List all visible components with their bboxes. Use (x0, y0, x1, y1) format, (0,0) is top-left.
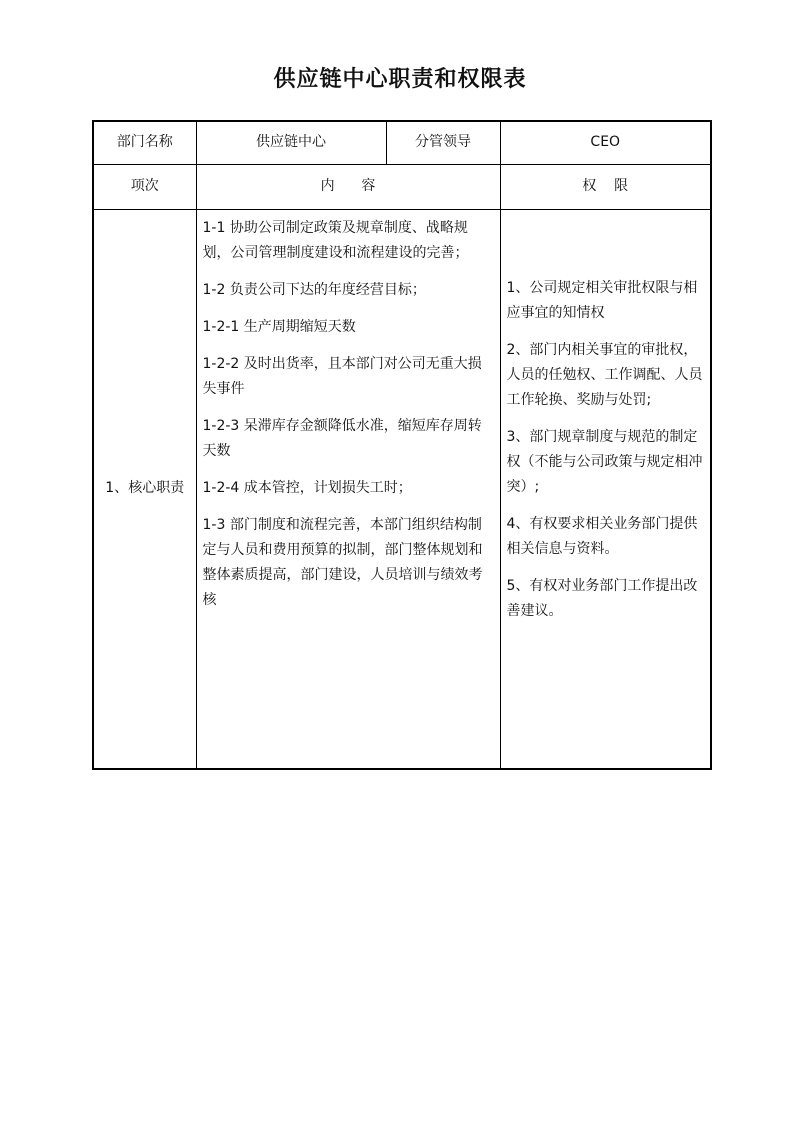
authority-header-cell: 权 限 (500, 164, 711, 209)
authority-line: 3、部门规章制度与规范的制定权（不能与公司政策与规定相冲突）; (506, 428, 703, 495)
content-line: 1-2 负责公司下达的年度经营目标； (202, 281, 426, 298)
subheader-row (93, 164, 711, 209)
content-line: 1-2-2 及时出货率，且本部门对公司无重大损失事件 (202, 355, 482, 397)
dept-label-cell: 部门名称 (93, 121, 196, 164)
authority-cell (500, 209, 711, 769)
core-duty-row (93, 209, 711, 769)
authority-line: 1、公司规定相关审批权限与相应事宜的知情权 (506, 279, 698, 321)
responsibility-table (92, 120, 712, 770)
header-row (93, 121, 711, 164)
leader-label-cell: 分管领导 (386, 121, 500, 164)
dept-value-cell: 供应链中心 (196, 121, 386, 164)
item-cell: 1、核心职责 (93, 209, 196, 769)
leader-value-cell: CEO (500, 121, 711, 164)
content-line: 1-2-1 生产周期缩短天数 (202, 318, 356, 335)
content-cell (196, 209, 500, 769)
content-line: 1-2-4 成本管控，计划损失工时； (202, 479, 412, 496)
authority-line: 2、部门内相关事宜的审批权，人员的任勉权、工作调配、人员工作轮换、奖励与处罚; (506, 341, 703, 408)
authority-line: 5、有权对业务部门工作提出改善建议。 (506, 577, 698, 619)
item-header-cell: 项次 (93, 164, 196, 209)
authority-line: 4、有权要求相关业务部门提供相关信息与资料。 (506, 515, 698, 557)
content-line: 1-3 部门制度和流程完善，本部门组织结构制定与人员和费用预算的拟制，部门整体规划和整体素质提高，部门建设，人员培训与绩效考核 (202, 516, 483, 608)
content-header-cell: 内 容 (196, 164, 500, 209)
page-title: 供应链中心职责和权限表 (273, 66, 527, 92)
content-line: 1-1 协助公司制定政策及规章制度、战略规划，公司管理制度建设和流程建设的完善； (202, 219, 469, 261)
content-line: 1-2-3 呆滞库存金额降低水准，缩短库存周转天数 (202, 417, 482, 459)
